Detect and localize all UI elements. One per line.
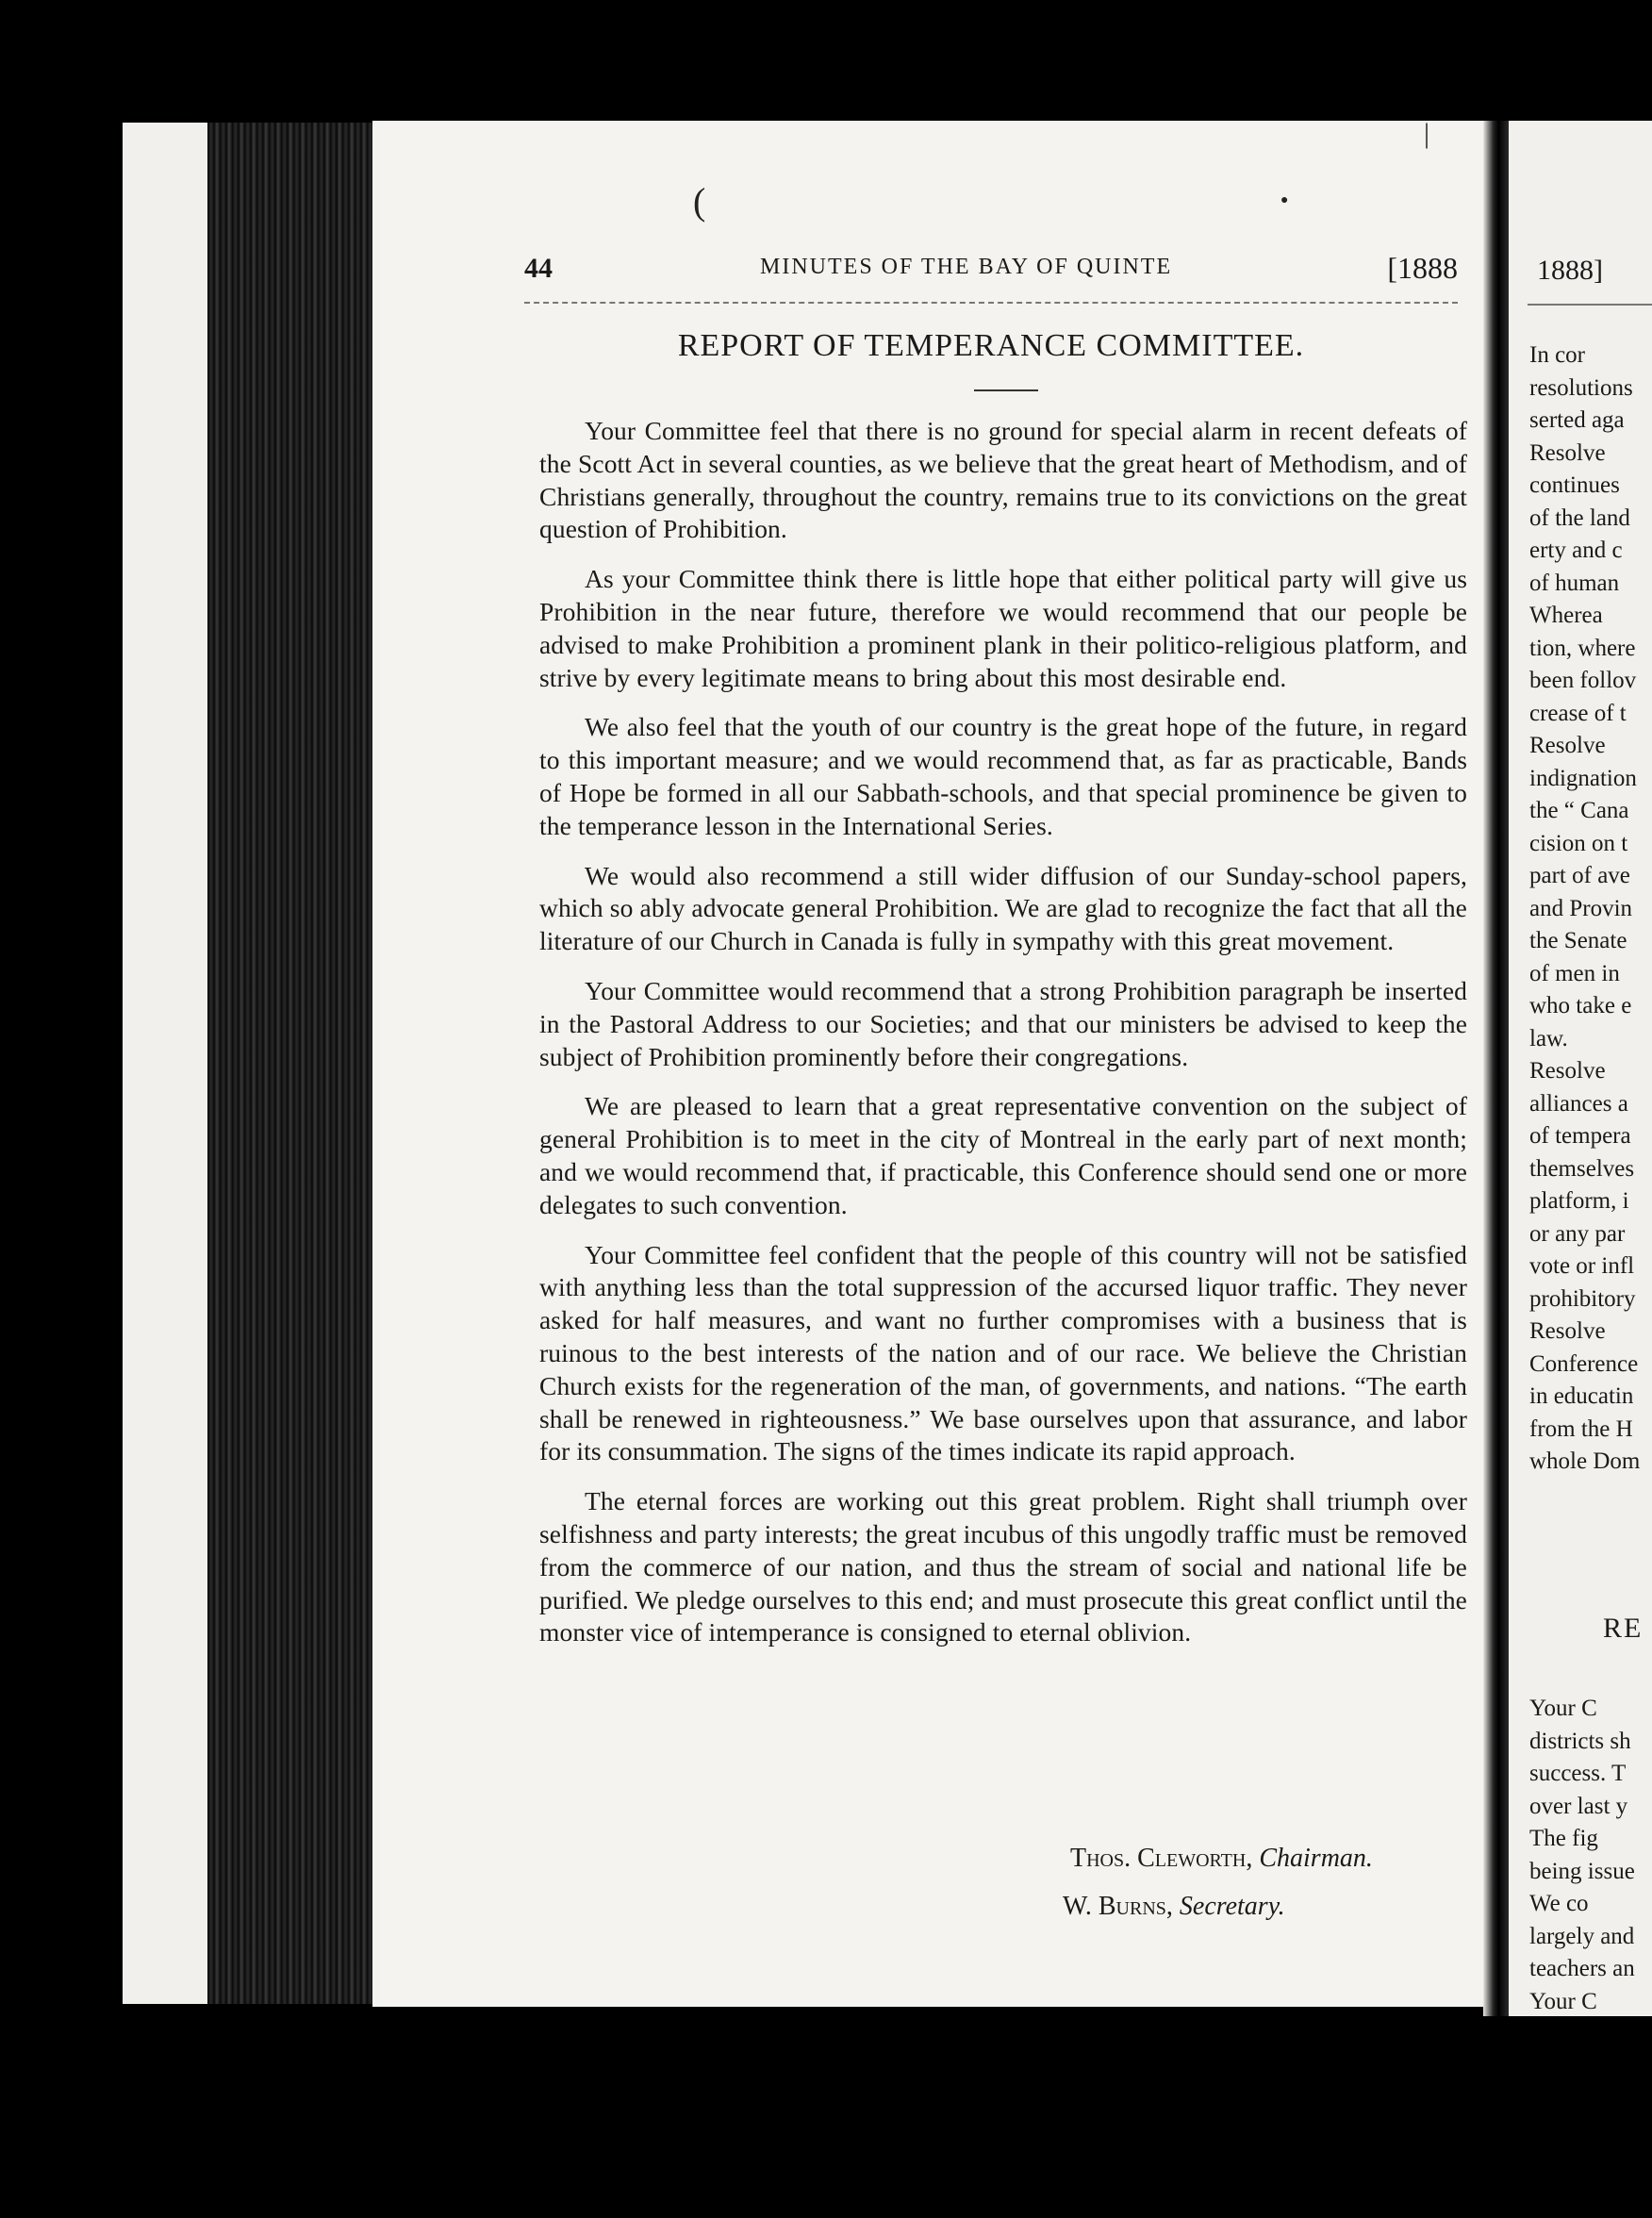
signature-role: Secretary. <box>1179 1892 1285 1921</box>
report-title: REPORT OF TEMPERANCE COMMITTEE. <box>677 328 1305 363</box>
report-body <box>539 415 1467 1666</box>
stray-mark: ( <box>693 180 706 223</box>
right-page-line: Your C <box>1529 1696 1597 1721</box>
right-page-year: 1888] <box>1537 255 1603 286</box>
right-page-line: been follov <box>1529 668 1637 693</box>
right-page-line: Resolve <box>1529 439 1606 466</box>
right-page-line: In cor <box>1529 342 1585 368</box>
right-page-line: Resolve <box>1529 1058 1606 1084</box>
signatures <box>1063 1834 1466 1930</box>
right-page-line: resolutions <box>1529 374 1633 401</box>
right-page-line: Your C <box>1529 1988 1597 2014</box>
right-page-line: serted aga <box>1529 407 1625 433</box>
right-page-line: Resolve <box>1529 733 1606 758</box>
right-page-line: We co <box>1529 1891 1589 1916</box>
right-page-line: who take e <box>1529 993 1632 1018</box>
paragraph: We are pleased to learn that a great representative convention on the subject of general Prohibition is to meet in the city of Montreal in the early part of next month; and we would recommend that, if practicable, this Conference should send one or more delegates to such convention. <box>539 1091 1467 1219</box>
right-page-line: crease of t <box>1529 700 1627 726</box>
right-page-line: of tempera <box>1529 1123 1631 1149</box>
right-page-line: districts sh <box>1529 1728 1631 1754</box>
header-year: [1888 <box>1387 251 1458 285</box>
right-page-line: or any par <box>1529 1220 1626 1247</box>
right-page-text <box>1529 339 1652 1479</box>
right-page-text-lower <box>1529 1693 1652 2018</box>
signature-secretary <box>1063 1882 1466 1930</box>
right-page-line: vote or infl <box>1529 1253 1635 1279</box>
right-page-line: Resolve <box>1529 1318 1606 1344</box>
signature-role: Chairman. <box>1259 1844 1373 1873</box>
right-page-line: part of ave <box>1529 863 1630 888</box>
right-page-line: Conference <box>1529 1350 1639 1377</box>
right-page-line: teachers an <box>1529 1956 1635 1981</box>
paragraph: The eternal forces are working out this great problem. Right shall triumph over selfishness and party interests; the great incubus of this ungodly traffic must be removed from the commerce of our nation, and thus the stream of social and national life be purified. We pledge ourselves to this end; and must prosecute this great conflict until the monster vice of intemperance is consigned to eternal oblivion. <box>539 1486 1467 1647</box>
right-page-line: the Senate <box>1529 928 1627 953</box>
right-page-line: platform, i <box>1529 1188 1629 1214</box>
right-page-line: indignation <box>1529 765 1637 791</box>
paragraph: We would also recommend a still wider diffusion of our Sunday-school papers, which so ably advocate general Prohibition. We are glad to recognize the fact that all the literature of our Church in Canada is fully in sympathy with this great movement. <box>539 860 1467 956</box>
right-page-heading: RE <box>1603 1613 1644 1644</box>
right-page-line: themselves <box>1529 1155 1635 1182</box>
title-rule <box>974 389 1038 391</box>
right-page-line: erty and c <box>1529 538 1623 563</box>
page-number: 44 <box>524 253 553 284</box>
right-page-line: prohibitory <box>1529 1285 1636 1312</box>
right-page-line: of men in <box>1529 960 1620 986</box>
right-page-line: of human <box>1529 570 1620 596</box>
right-page-line: Wherea <box>1529 603 1603 628</box>
paragraph: Your Committee would recommend that a strong Prohibition paragraph be inserted in the Pastoral Address to our Societies; and that our ministers be advised to keep the subject of Prohibition prominently before their congregations. <box>539 975 1467 1071</box>
right-page-line: continues <box>1529 472 1620 498</box>
paragraph: Your Committee feel confident that the people of this country will not be satisfied with anything less than the total suppression of the accursed liquor traffic. They never asked for half measures, and want no further compromises with a business that is ruinous to the best interests of the nation and of our race. We believe the Christian Church exists for the regeneration of the man, of governments, and nations. “The earth shall be renewed in righteousness.” We base ourselves upon that assurance, and labor for its consummation. The signs of the times indicate its rapid approach. <box>539 1239 1467 1466</box>
header-rule <box>524 302 1458 304</box>
running-head <box>524 253 1458 290</box>
paragraph: We also feel that the youth of our country is the great hope of the future, in regard to this important measure; and we would recommend that, as far as practicable, Bands of Hope be formed in all our Sabbath-schools, and that special prominence be given to the temperance lesson in the International Series. <box>539 712 1467 840</box>
signature-name: W. Burns, <box>1063 1892 1173 1921</box>
right-page-line: in educatin <box>1529 1383 1634 1409</box>
right-page-line: law. <box>1529 1025 1568 1051</box>
right-page-line: alliances a <box>1529 1090 1628 1117</box>
right-page-line: largely and <box>1529 1923 1635 1949</box>
right-page-line: and Provin <box>1529 895 1633 921</box>
right-page-line: The fig <box>1529 1826 1598 1851</box>
right-header-rule <box>1528 304 1652 306</box>
stray-dot: ● <box>1280 193 1289 207</box>
right-page-line: from the H <box>1529 1415 1633 1442</box>
right-page-line: cision on t <box>1529 830 1628 856</box>
signature-name: Thos. Cleworth, <box>1070 1844 1253 1873</box>
running-title: MINUTES OF THE BAY OF QUINTE <box>760 255 1173 279</box>
right-page-line: being issue <box>1529 1858 1635 1884</box>
paragraph: As your Committee think there is little hope that either political party will give us Prohibition in the near future, therefore we would recommend that our people be advised to make Prohibition a prominent plank in their politico-religious platform, and strive by every legitimate means to bring about this most desirable end. <box>539 564 1467 692</box>
right-page-line: success. T <box>1529 1761 1627 1786</box>
right-page-line: tion, where <box>1529 635 1636 661</box>
book-cover-edge <box>123 123 207 2004</box>
signature-chairman <box>1070 1834 1466 1882</box>
right-page-line: whole Dom <box>1529 1448 1641 1474</box>
right-page-line: of the land <box>1529 505 1630 531</box>
stray-mark: | <box>1424 118 1430 149</box>
paragraph: Your Committee feel that there is no ground for special alarm in recent defeats of the Scott Act in several counties, as we believe that the great heart of Methodism, and of Christians generally, throughout the country, remains true to its convictions on the great question of Prohibition. <box>539 416 1467 544</box>
right-page-line: over last y <box>1529 1793 1628 1819</box>
book-gutter <box>1483 121 1509 2016</box>
right-page-line: the “ Cana <box>1529 798 1629 823</box>
